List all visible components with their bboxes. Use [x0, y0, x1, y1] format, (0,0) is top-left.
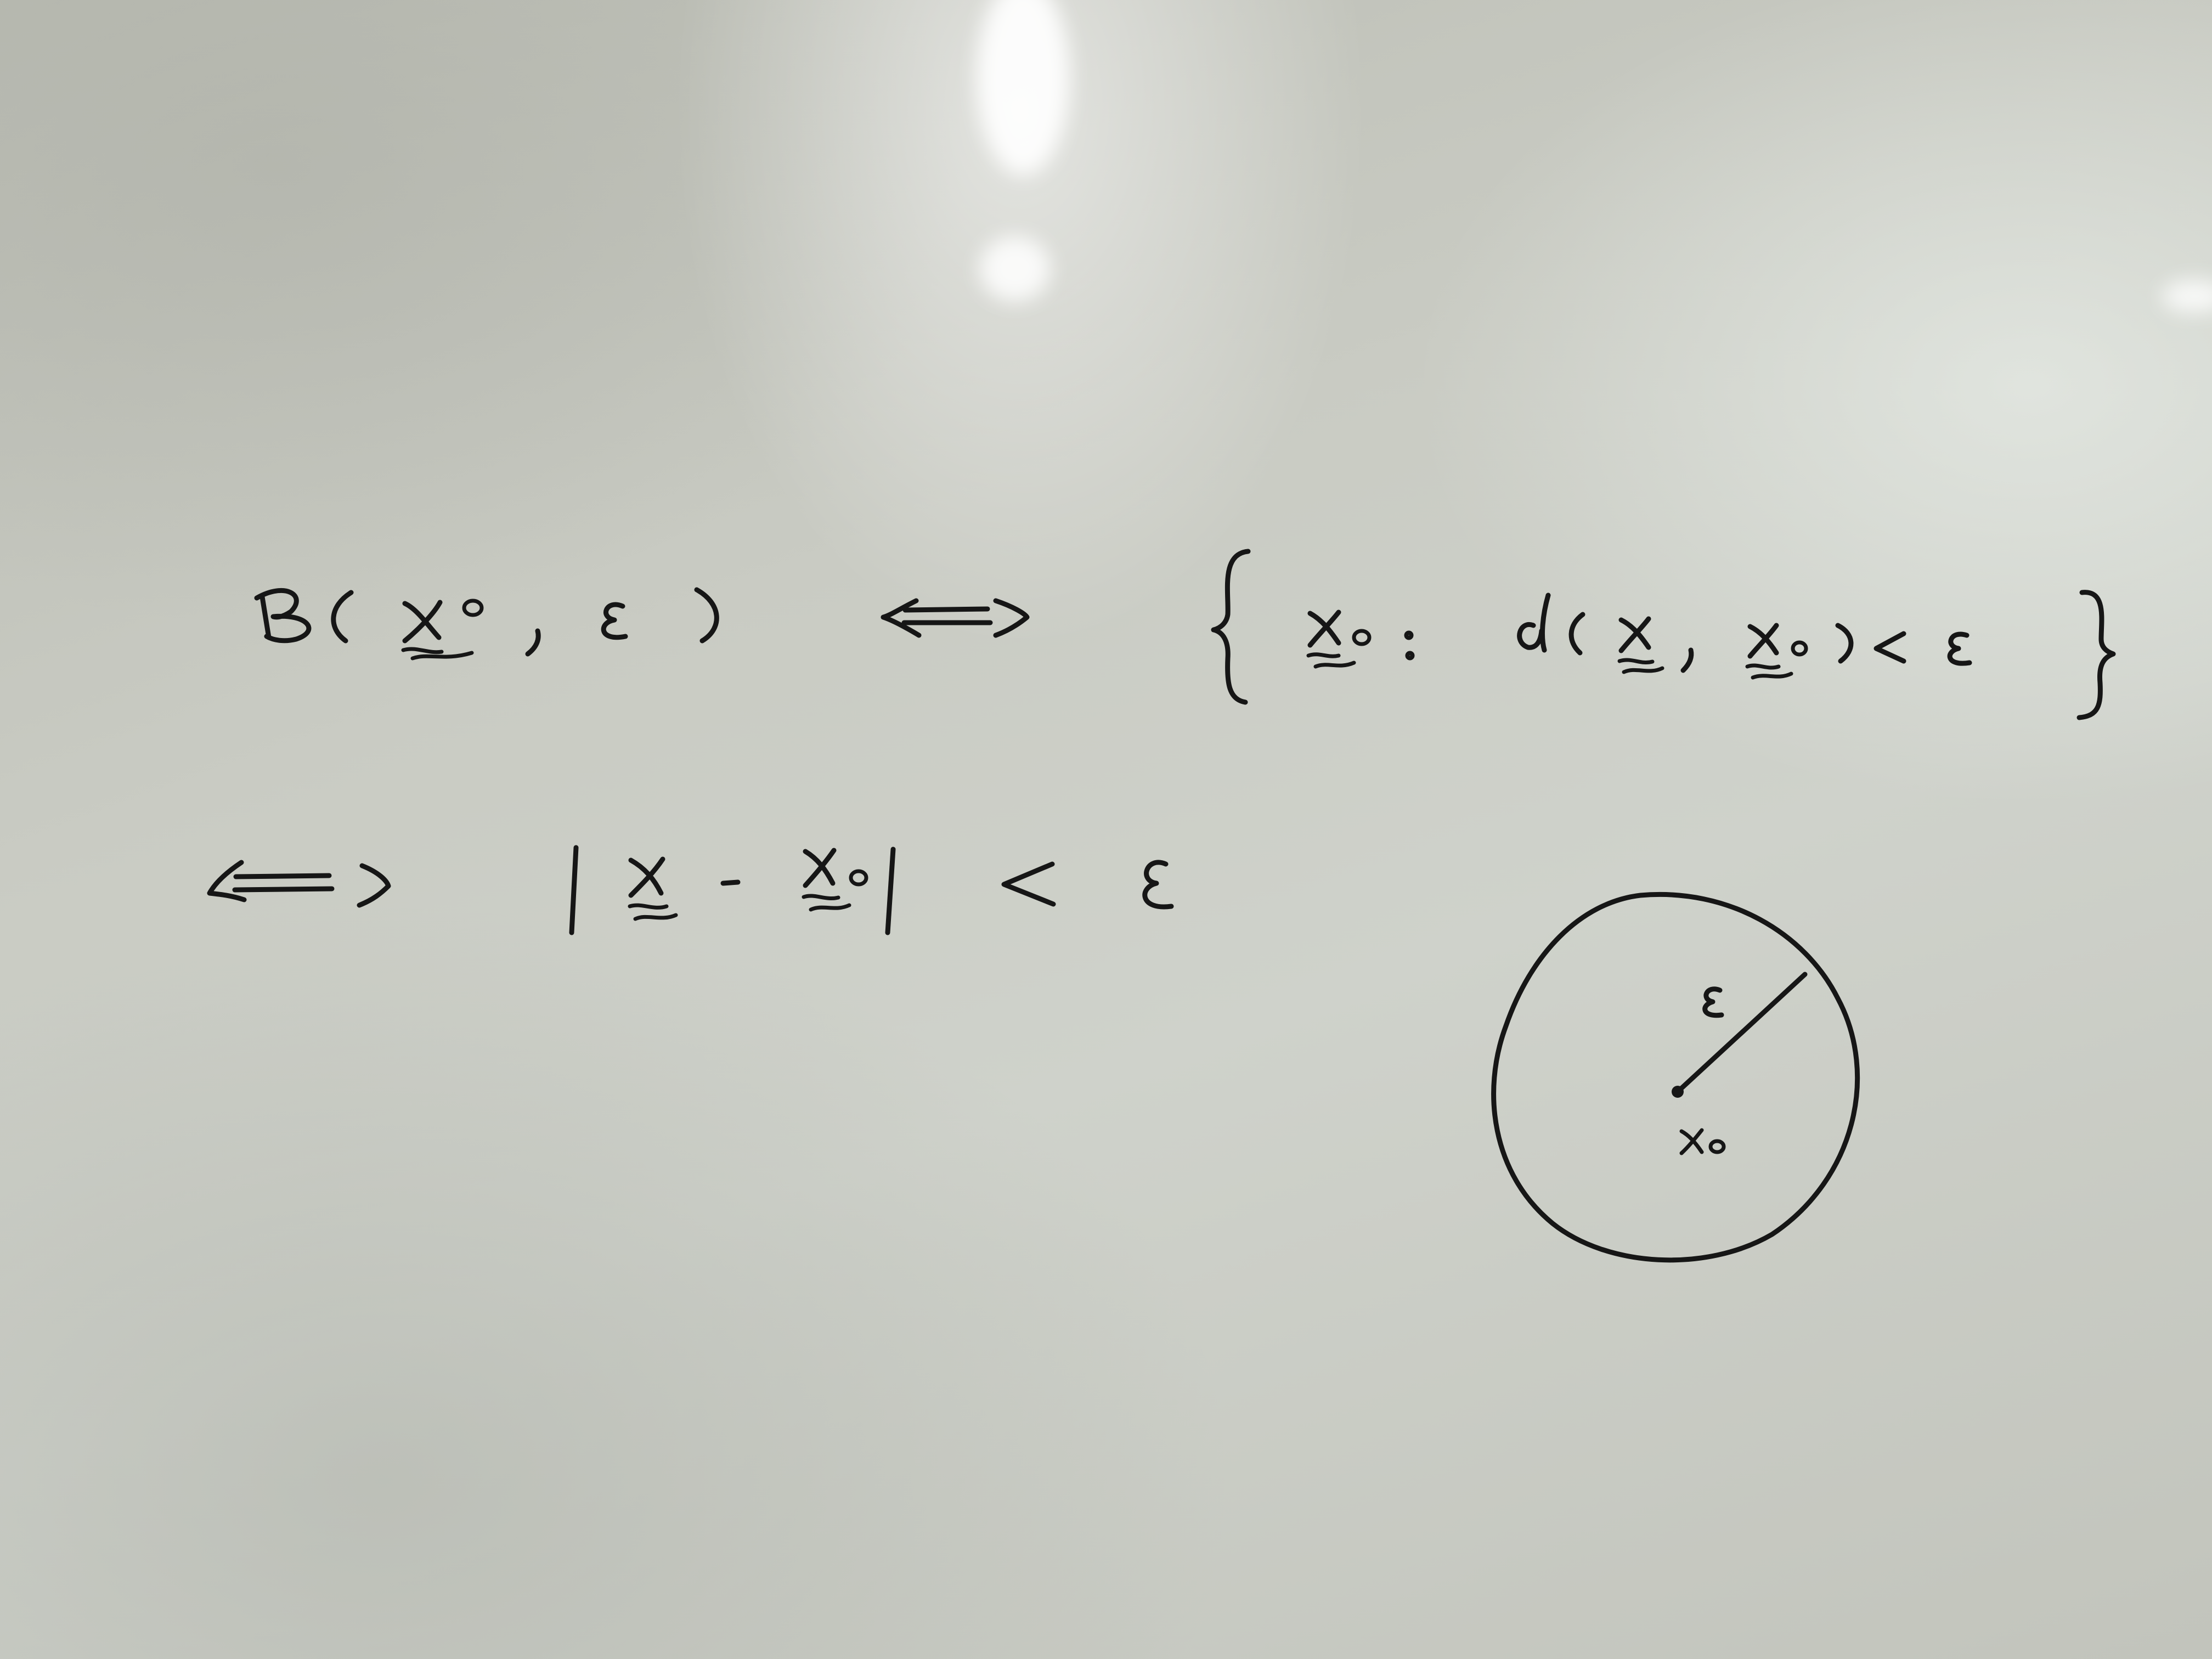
equation-line-2: [210, 848, 1171, 933]
ball-notation: [257, 590, 716, 658]
equivalence-arrow: [883, 601, 1027, 635]
ball-circle: [1494, 894, 1858, 1260]
center-point: [1672, 1086, 1684, 1098]
equivalence-arrow: [210, 862, 388, 905]
center-label: [1681, 1130, 1724, 1153]
norm-expression: [572, 848, 1171, 933]
radius-line: [1678, 974, 1805, 1092]
radius-label: [1705, 989, 1722, 1015]
set-builder-notation: [1214, 551, 2113, 718]
equation-line-1: [257, 551, 2113, 718]
ball-diagram: [1494, 894, 1858, 1260]
